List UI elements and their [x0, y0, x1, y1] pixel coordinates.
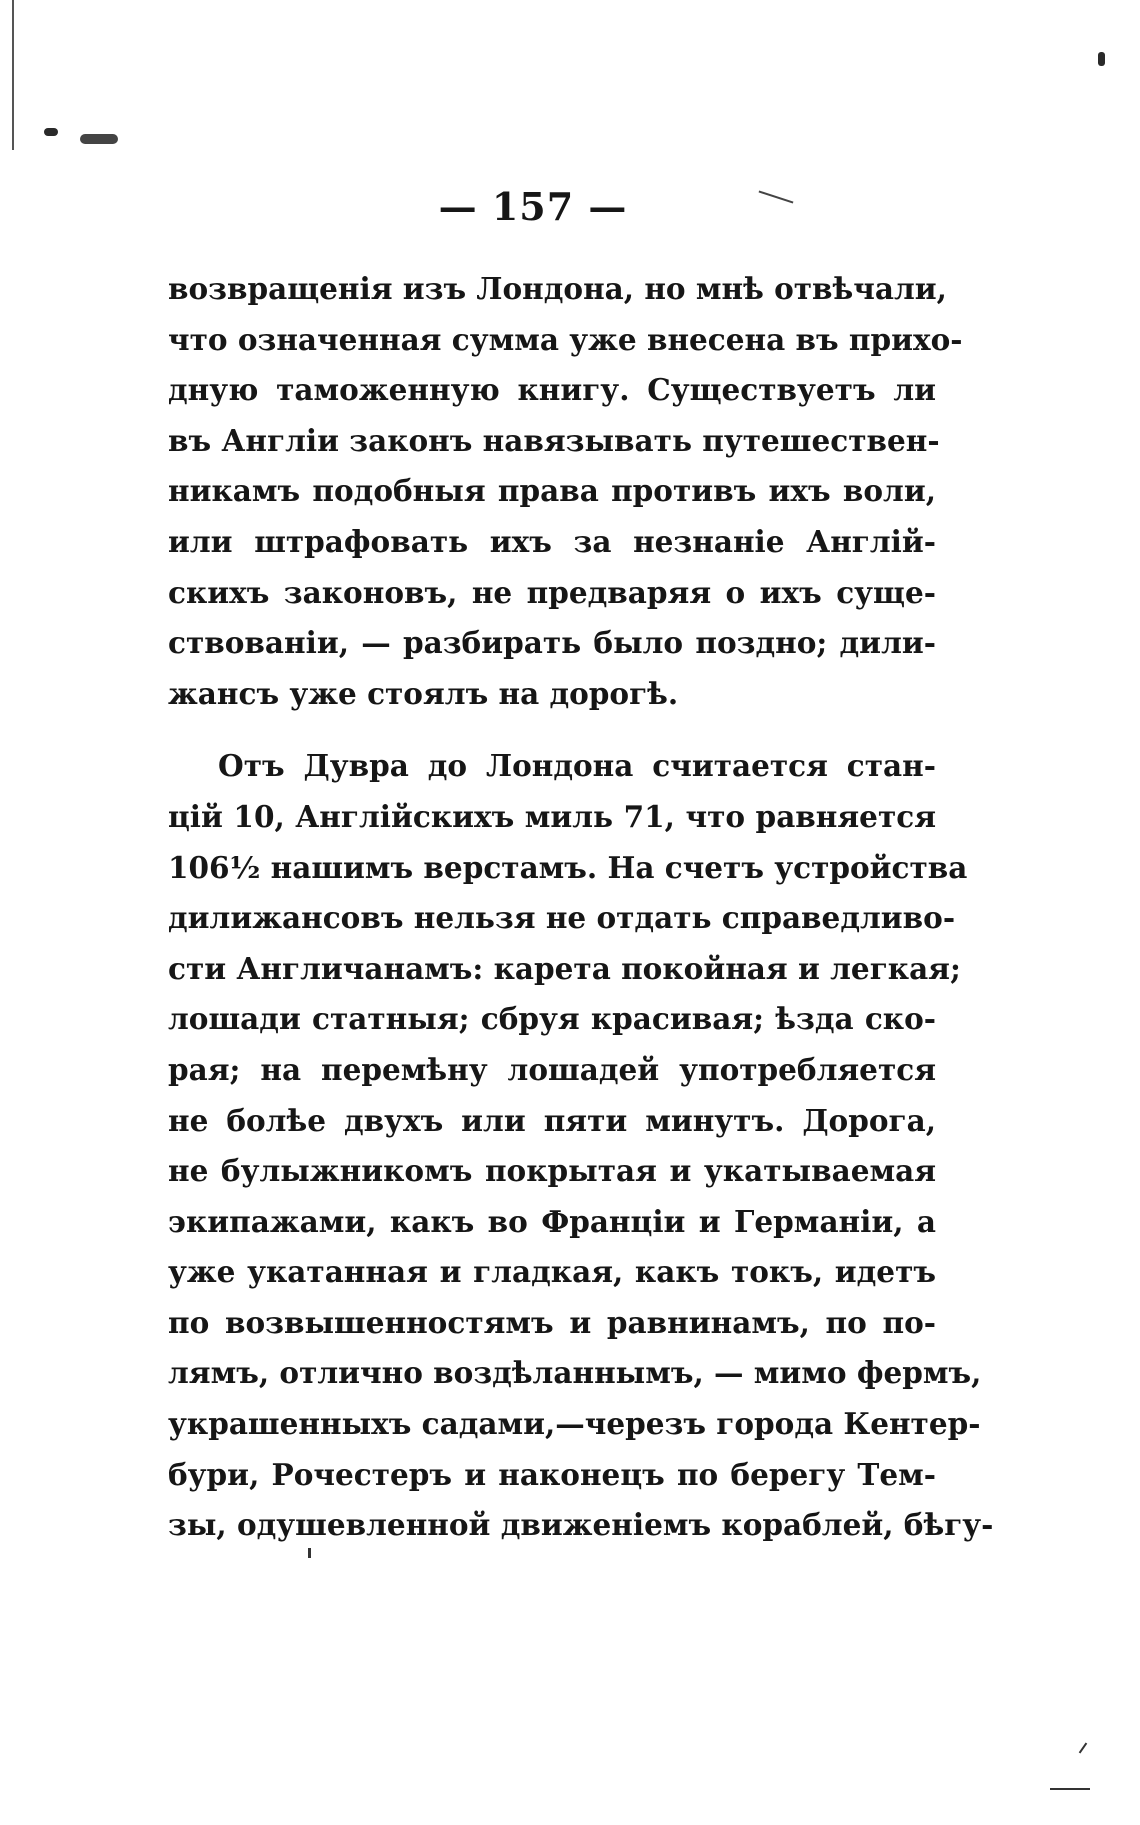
text-line: возвращенія изъ Лондона, но мнѣ отвѣчали, [168, 271, 947, 306]
text-line: дную таможенную книгу. Существуетъ ли [168, 372, 936, 408]
page-number: — 157 — [438, 184, 628, 229]
text-line: уже укатанная и гладкая, какъ токъ, идетъ [168, 1254, 936, 1290]
text-line: бури, Рочестеръ и наконецъ по берегу Тем- [168, 1456, 936, 1492]
text-line: никамъ подобныя права противъ ихъ воли, [168, 473, 936, 509]
text-line: ствованіи, — разбирать было поздно; дили- [168, 625, 936, 661]
text-line: по возвышенностямъ и равнинамъ, по по- [168, 1304, 936, 1340]
text-line: украшенныхъ садами,—черезъ города Кентер- [168, 1406, 981, 1442]
text-line: въ Англіи законъ навязывать путешествен- [168, 422, 940, 458]
text-line: зы, одушевленной движеніемъ кораблей, бѣгу- [168, 1507, 994, 1543]
scan-speck [44, 128, 58, 136]
text-line: сти Англичанамъ: карета покойная и легкая; [168, 950, 961, 986]
paragraph-1 [168, 264, 963, 719]
text-line: или штрафовать ихъ за незнаніе Англій- [168, 523, 936, 559]
scan-speck [1098, 52, 1105, 66]
paragraph-2 [168, 741, 994, 1551]
scan-speck [12, 0, 14, 150]
text-line: рая; на перемѣну лошадей употребляется [168, 1051, 936, 1087]
text-line: не булыжникомъ покрытая и укатываемая [168, 1153, 936, 1189]
scan-speck [1079, 1743, 1088, 1754]
text-line: Отъ Дувра до Лондона считается стан- [218, 748, 936, 784]
text-line: дилижансовъ нельзя не отдать справедливо- [168, 900, 956, 936]
text-line: не болѣе двухъ или пяти минутъ. Дорога, [168, 1102, 936, 1138]
scan-speck [1050, 1788, 1090, 1790]
text-line: что означенная сумма уже внесена въ прихо- [168, 321, 963, 357]
text-line: лямъ, отлично воздѣланнымъ, — мимо фермъ, [168, 1355, 982, 1391]
scan-speck [80, 134, 118, 144]
text-line: экипажами, какъ во Франціи и Германіи, а [168, 1203, 936, 1239]
text-line: цій 10, Англійскихъ миль 71, что равняется [168, 798, 936, 834]
text-line: жансъ уже стоялъ на дорогѣ. [168, 675, 679, 711]
body-text [168, 264, 994, 1551]
text-line: лошади статныя; сбруя красивая; ѣзда ско- [168, 1001, 936, 1037]
text-line: скихъ законовъ, не предваряя о ихъ суще- [168, 574, 936, 610]
text-line: 106½ нашимъ верстамъ. На счетъ устройства [168, 849, 968, 885]
